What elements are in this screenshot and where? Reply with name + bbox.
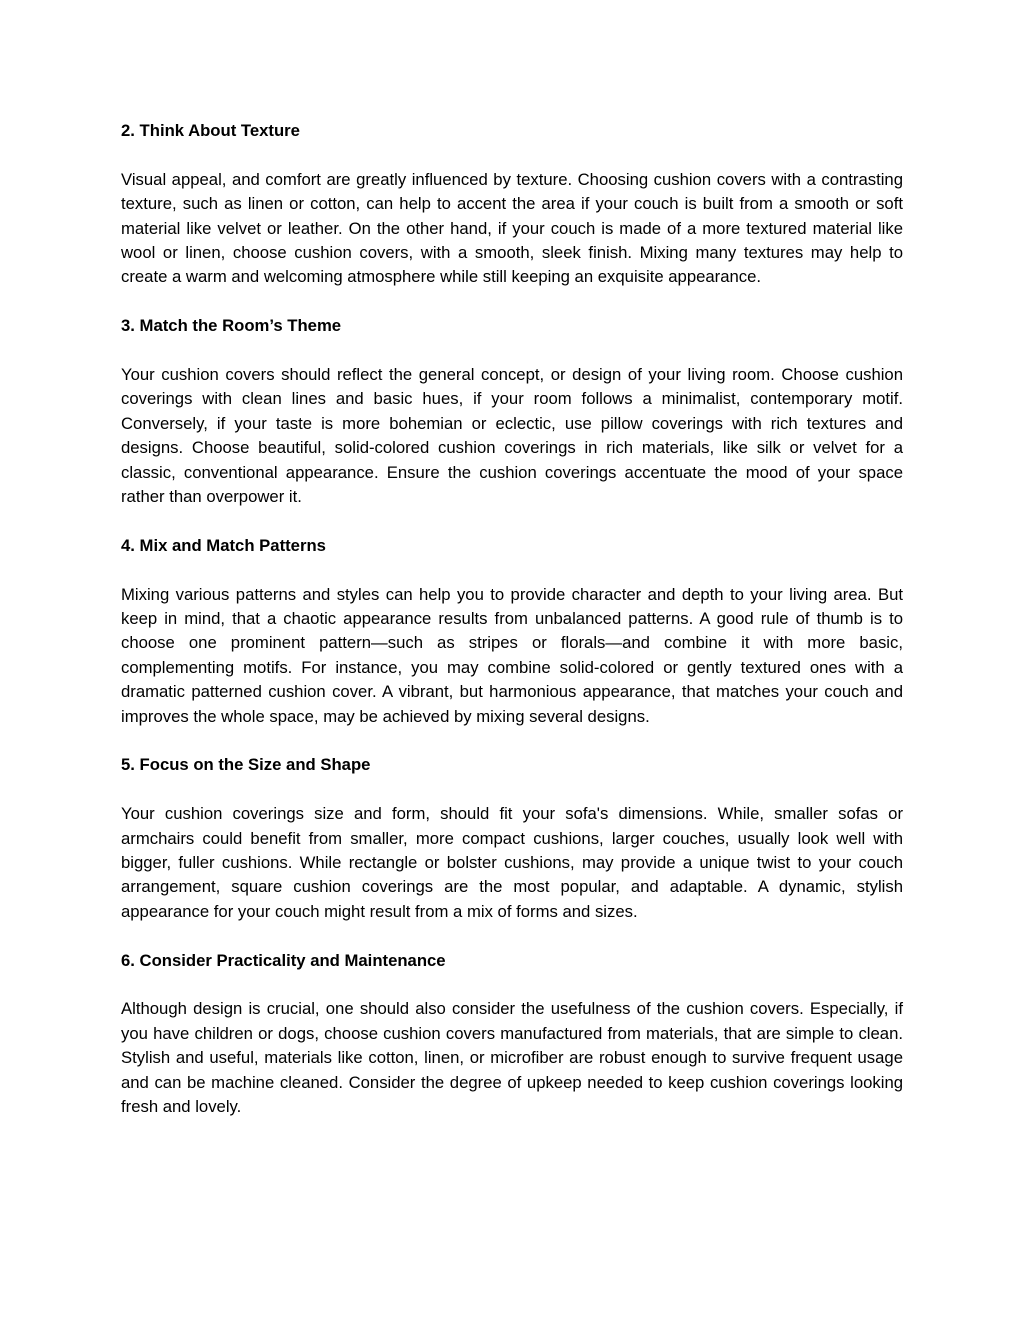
section-paragraph: Visual appeal, and comfort are greatly influenced by texture. Choosing cushion covers with a contrasting texture, such as linen or cotton, can help to accent the area if your couch is built from a smooth or soft material like velvet or leather. On the other hand, if your couch is made of a more textured material like wool or linen, choose cushion covers, with a smooth, sleek finish. Mixing many textures may help to create a warm and welcoming atmosphere while still keeping an exquisite appearance. <box>121 169 903 287</box>
section-size-shape <box>121 753 903 924</box>
section-heading: 3. Match the Room’s Theme <box>121 316 342 336</box>
section-texture <box>121 119 903 290</box>
section-paragraph: Your cushion covers should reflect the general concept, or design of your living room. Choose cushion coverings with clean lines and basic hues, if your room follows a minimalist, contemporary motif. Conversely, if your taste is more bohemian or eclectic, use pillow coverings with rich textures and designs. Choose beautiful, solid-colored cushion coverings in rich materials, like silk or velvet for a classic, conventional appearance. Ensure the cushion coverings accentuate the mood of your space rather than overpower it. <box>121 365 903 507</box>
section-practicality <box>121 949 903 1120</box>
section-heading: 4. Mix and Match Patterns <box>121 535 326 555</box>
section-paragraph: Your cushion coverings size and form, should fit your sofa's dimensions. While, smaller sofas or armchairs could benefit from smaller, more compact cushions, larger couches, usually look well with bigger, fuller cushions. While rectangle or bolster cushions, may provide a unique twist to your couch arrangement, square cushion coverings are the most popular, and adaptable. A dynamic, stylish appearance for your couch might result from a mix of forms and sizes. <box>121 804 903 921</box>
section-paragraph: Mixing various patterns and styles can help you to provide character and depth to your living area. But keep in mind, that a chaotic appearance results from unbalanced patterns. A good rule of thumb is to choose one prominent pattern—such as stripes or florals—and combine it with more basic, complementing motifs. For instance, you may combine solid-colored or gently textured ones with a dramatic patterned cushion cover. A vibrant, but harmonious appearance, that matches your couch and improves the whole space, may be achieved by mixing several designs. <box>121 584 903 726</box>
section-paragraph: Although design is crucial, one should also consider the usefulness of the cushion covers. Especially, if you have children or dogs, choose cushion covers manufactured from materials, that are simple to clean. Stylish and useful, materials like cotton, linen, or microfiber are robust enough to survive frequent usage and can be machine cleaned. Consider the degree of upkeep needed to keep cushion coverings looking fresh and lovely. <box>121 999 903 1117</box>
document-page <box>121 119 903 1144</box>
section-heading: 5. Focus on the Size and Shape <box>121 755 371 775</box>
section-patterns <box>121 534 903 729</box>
section-room-theme <box>121 314 903 509</box>
section-heading: 6. Consider Practicality and Maintenance <box>121 950 446 970</box>
section-heading: 2. Think About Texture <box>121 121 300 140</box>
